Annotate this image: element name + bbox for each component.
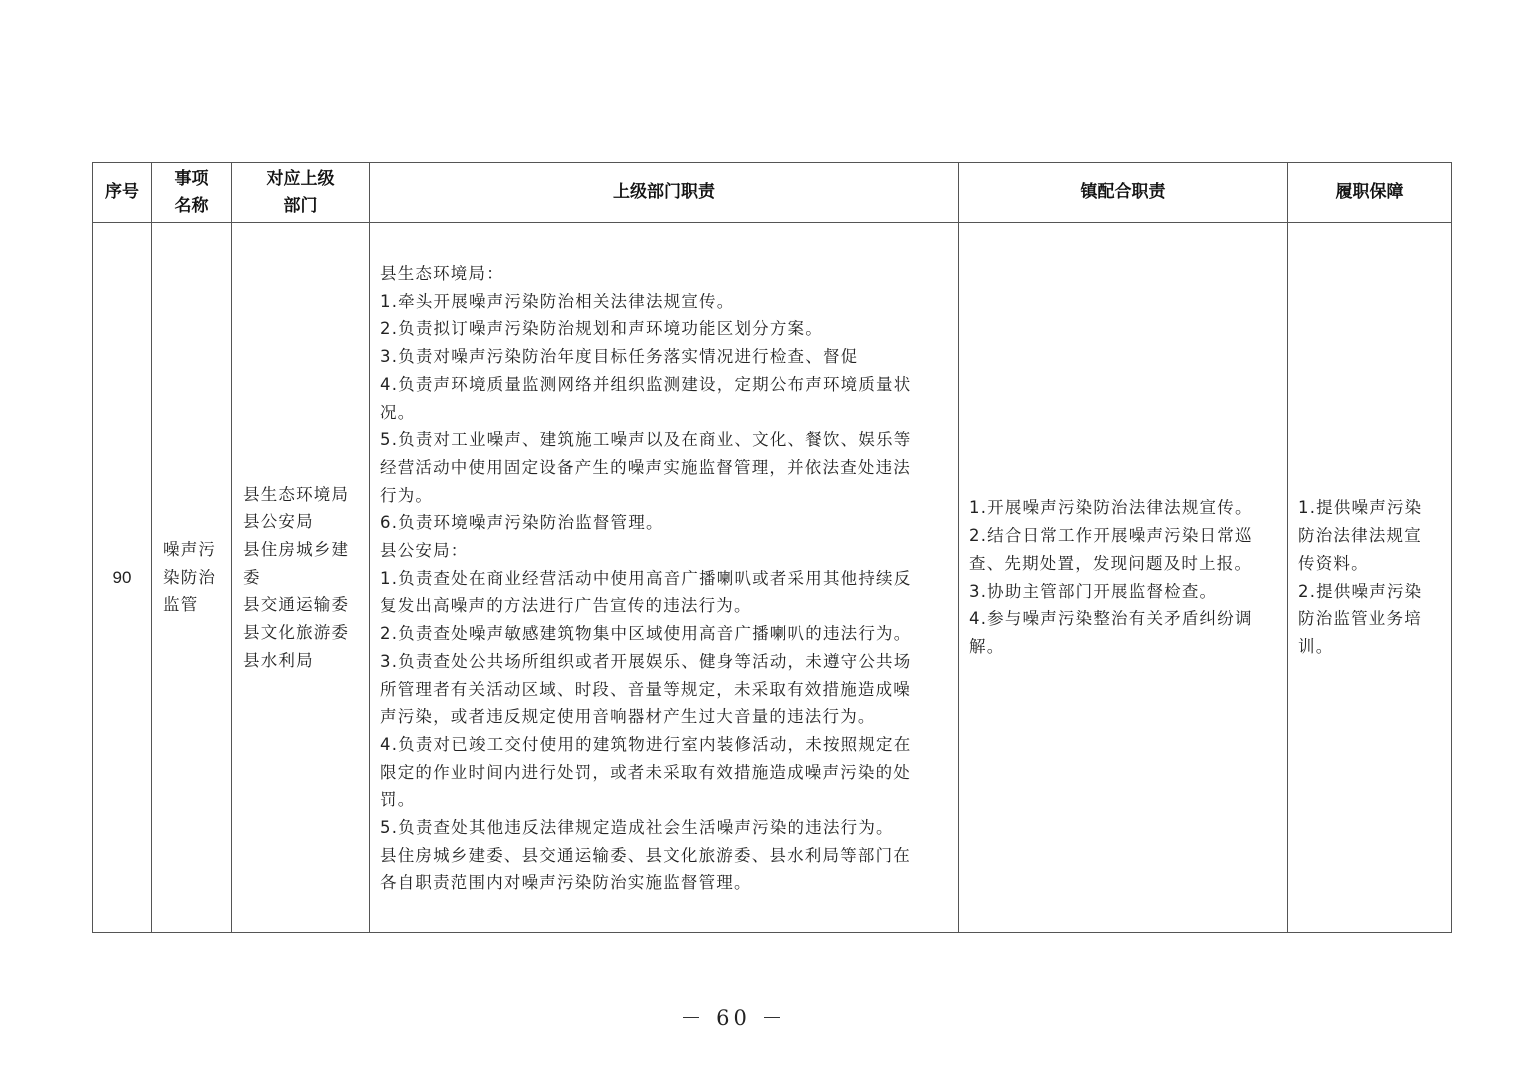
header-item-name-line: 事项 [174,168,209,189]
header-dept [232,163,370,223]
text-line: 4.参与噪声污染整治有关矛盾纠纷调 [969,609,1253,629]
text-line: 各自职责范围内对噪声污染防治实施监督管理。 [380,873,752,893]
text-line: 行为。 [380,485,434,505]
cell-seq: 90 [93,223,152,933]
text-line: 2.结合日常工作开展噪声污染日常巡 [969,526,1253,546]
text-line: 解。 [969,636,1005,656]
text-line: 3.协助主管部门开展监督检查。 [969,581,1218,601]
item-name-lines [152,536,231,619]
cell-dept [232,223,370,933]
text-line: 3.负责对噪声污染防治年度目标任务落实情况进行检查、督促 [380,347,859,367]
text-line: 县文化旅游委 [243,623,350,643]
header-item-name [152,163,232,223]
table-row [93,223,1452,933]
text-line: 防治法律法规宣 [1298,526,1422,546]
text-line: 县生态环境局： [380,264,504,283]
guarantee-lines [1288,494,1451,660]
dept-lines [232,481,369,675]
text-line: 罚。 [380,790,416,810]
upper-duties-lines [370,223,958,897]
text-line: 3.负责查处公共场所组织或者开展娱乐、健身等活动，未遵守公共场 [380,651,912,671]
text-line: 染防治 [163,567,217,587]
text-line: 训。 [1298,636,1334,656]
header-row [93,163,1452,223]
text-line: 声污染，或者违反规定使用音响器材产生过大音量的违法行为。 [380,707,876,727]
text-line: 复发出高噪声的方法进行广告宣传的违法行为。 [380,596,752,616]
text-line: 1.提供噪声污染 [1298,498,1423,518]
text-line: 查、先期处置，发现问题及时上报。 [969,553,1253,573]
header-item-name-line: 名称 [174,195,209,216]
text-line: 县公安局 [243,512,314,532]
header-upper-duties: 上级部门职责 [370,163,959,223]
header-town-duties: 镇配合职责 [959,163,1288,223]
text-line: 县住房城乡建委、县交通运输委、县文化旅游委、县水利局等部门在 [380,845,911,865]
text-line: 1.牵头开展噪声污染防治相关法律法规宣传。 [380,291,735,311]
town-duties-lines [959,494,1287,660]
cell-town-duties [959,223,1288,933]
text-line: 防治监管业务培 [1298,609,1422,629]
text-line: 经营活动中使用固定设备产生的噪声实施监督管理，并依法查处违法 [380,457,911,477]
text-line: 噪声污 [163,539,217,559]
text-line: 监管 [163,595,199,615]
text-line: 况。 [380,402,416,422]
text-line: 6.负责环境噪声污染防治监督管理。 [380,513,664,533]
duty-table [92,162,1452,933]
text-line: 县水利局 [243,650,314,670]
text-line: 1.开展噪声污染防治法律法规宣传。 [969,498,1253,518]
text-line: 县公安局： [380,541,469,561]
text-line: 所管理者有关活动区域、时段、音量等规定，未采取有效措施造成噪 [380,679,911,699]
text-line: 委 [243,567,261,587]
header-dept-line: 部门 [283,195,318,216]
header-guarantee: 履职保障 [1288,163,1452,223]
text-line: 2.负责拟订噪声污染防治规划和声环境功能区划分方案。 [380,319,823,339]
text-line: 县交通运输委 [243,595,350,615]
text-line: 传资料。 [1298,553,1369,573]
text-line: 2.负责查处噪声敏感建筑物集中区域使用高音广播喇叭的违法行为。 [380,624,912,644]
cell-item-name [152,223,232,933]
text-line: 限定的作业时间内进行处罚，或者未采取有效措施造成噪声污染的处 [380,762,911,782]
page-number: － 60 － [680,1006,787,1030]
text-line: 5.负责查处其他违反法律规定造成社会生活噪声污染的违法行为。 [380,818,894,838]
text-line: 县生态环境局 [243,484,350,504]
text-line: 县住房城乡建 [243,539,350,559]
header-seq: 序号 [93,163,152,223]
text-line: 2.提供噪声污染 [1298,581,1423,601]
text-line: 5.负责对工业噪声、建筑施工噪声以及在商业、文化、餐饮、娱乐等 [380,430,912,450]
text-line: 1.负责查处在商业经营活动中使用高音广播喇叭或者采用其他持续反 [380,568,912,588]
cell-guarantee [1288,223,1452,933]
cell-upper-duties [370,223,959,933]
text-line: 4.负责声环境质量监测网络并组织监测建设，定期公布声环境质量状 [380,374,912,394]
header-dept-line: 对应上级 [266,168,335,189]
text-line: 4.负责对已竣工交付使用的建筑物进行室内装修活动，未按照规定在 [380,734,912,754]
